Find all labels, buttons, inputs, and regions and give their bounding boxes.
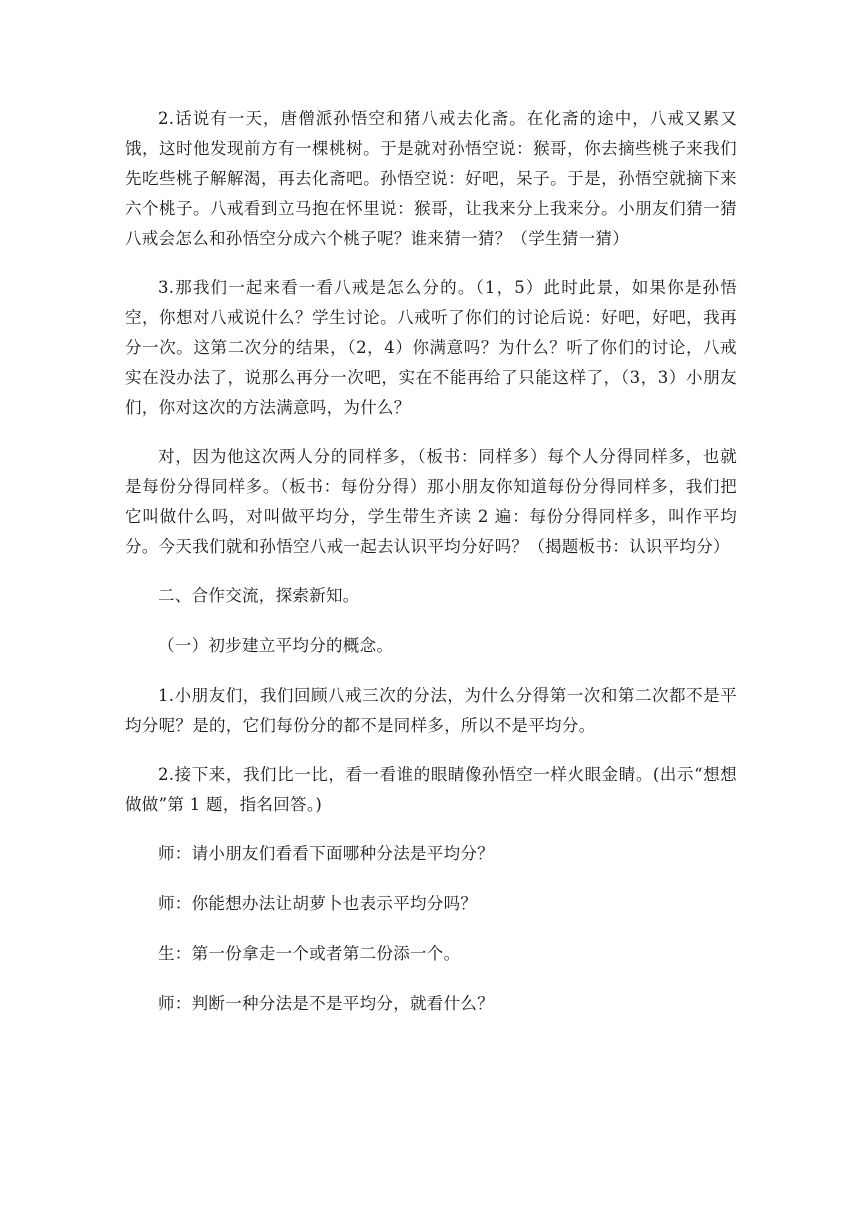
- paragraph-compare: 2.接下来，我们比一比，看一看谁的眼睛像孙悟空一样火眼金睛。(出示“想想做做”第 1 题，指名回答。): [125, 765, 737, 814]
- dialogue-teacher-question-3: 师：判断一种分法是不是平均分，就看什么？: [158, 994, 494, 1013]
- paragraph-review: 1.小朋友们，我们回顾八戒三次的分法，为什么分得第一次和第二次都不是平均分呢？是的，它们每份分的都不是同样多，所以不是平均分。: [125, 686, 737, 735]
- dialogue-teacher-question-1: 师：请小朋友们看看下面哪种分法是平均分？: [158, 844, 494, 863]
- subsection-heading-concept: （一）初步建立平均分的概念。: [158, 636, 394, 655]
- paragraph-story-intro: 2.话说有一天，唐僧派孙悟空和猪八戒去化斋。在化斋的途中，八戒又累又饿，这时他发现前方有一棵桃树。于是就对孙悟空说：猴哥，你去摘些桃子来我们先吃些桃子解解渴，再去化斋吧。孙悟空说：好吧，呆子。于是，孙悟空就摘下来六个桃子。八戒看到立马抱在怀里说：猴哥，让我来分上我来分。小朋友们猜一猜八戒会怎么和孙悟空分成六个桃子呢？谁来猜一猜？（学生猜一猜）: [125, 109, 737, 248]
- paragraph-bajie-division: 3.那我们一起来看一看八戒是怎么分的。（1，5）此时此景，如果你是孙悟空，你想对八戒说什么？学生讨论。八戒听了你们的讨论后说：好吧，好吧，我再分一次。这第二次分的结果，（2，4）你满意吗？为什么？听了你们的讨论，八戒实在没办法了，说那么再分一次吧，实在不能再给了只能这样了，（3，3）小朋友们，你对这次的方法满意吗，为什么？: [125, 278, 737, 417]
- document-page: [125, 104, 737, 1019]
- paragraph-average-concept: 对，因为他这次两人分的同样多，（板书：同样多）每个人分得同样多，也就是每份分得同样多。（板书：每份分得）那小朋友你知道每份分得同样多，我们把它叫做什么吗，对叫做平均分，学生带生齐读 2 遍：每份分得同样多，叫作平均分。今天我们就和孙悟空八戒一起去认识平均分好吗？（揭题板书：认识平均分）: [125, 447, 737, 556]
- dialogue-student-answer: 生：第一份拿走一个或者第二份添一个。: [158, 944, 461, 963]
- section-heading-cooperation: 二、合作交流，探索新知。: [158, 586, 360, 605]
- dialogue-teacher-question-2: 师：你能想办法让胡萝卜也表示平均分吗？: [158, 894, 478, 913]
